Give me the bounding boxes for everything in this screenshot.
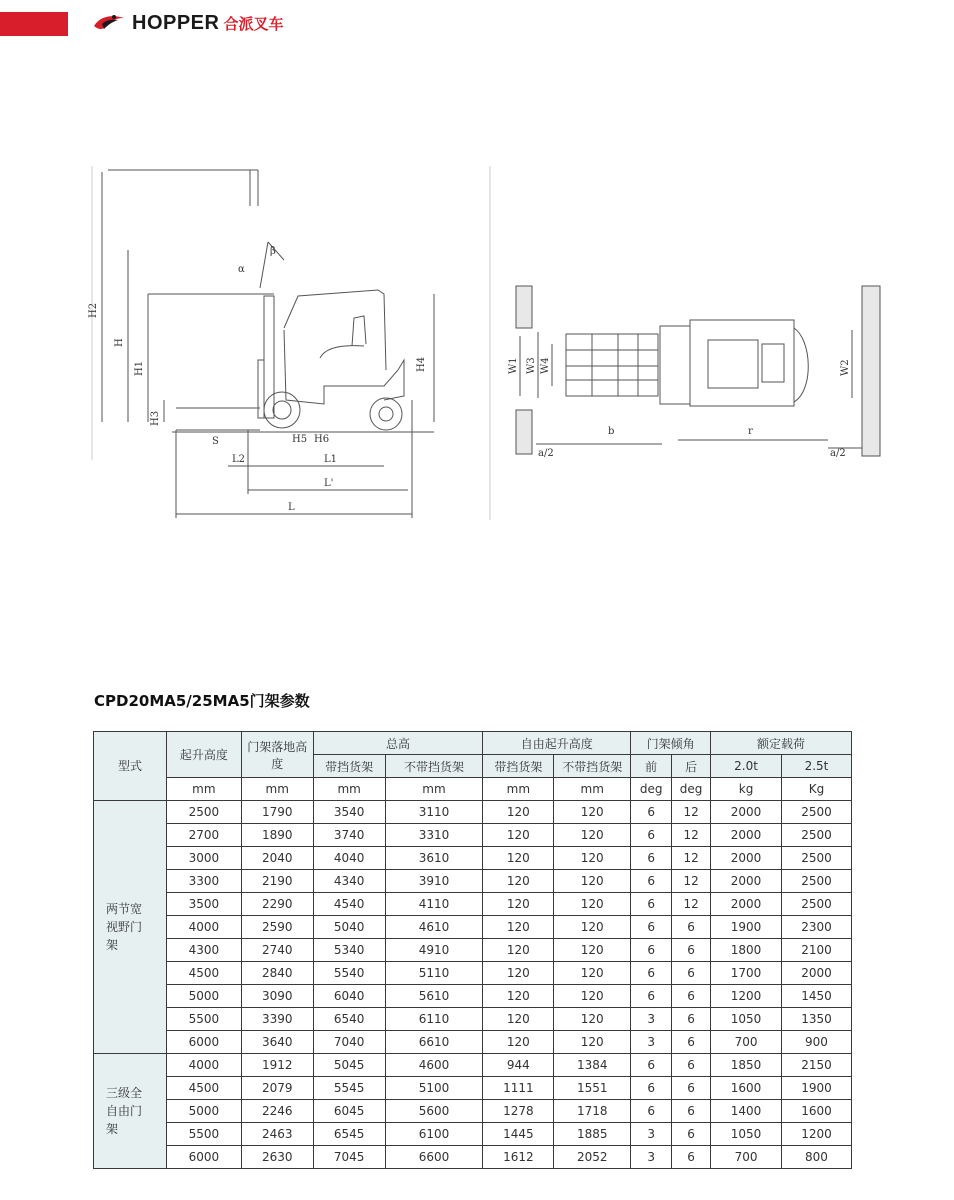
table-cell: 5610 [385,985,483,1008]
table-cell: 5540 [313,962,385,985]
table-cell: 120 [554,1031,631,1054]
header-lift-height: 起升高度 [166,732,241,778]
table-cell: 120 [554,824,631,847]
table-cell: 1718 [554,1100,631,1123]
table-cell: 120 [554,916,631,939]
table-cell: 12 [672,870,711,893]
table-cell: 1850 [711,1054,782,1077]
svg-text:W3: W3 [526,357,537,374]
table-cell: 2000 [711,847,782,870]
table-cell: 6 [631,801,672,824]
header-tilt-front: 前 [631,755,672,778]
table-cell: 6 [672,1100,711,1123]
table-row [94,1054,852,1077]
header-without-backrest: 不带挡货架 [385,755,483,778]
header-tilt-back: 后 [672,755,711,778]
forklift-top-view-drawing [508,280,892,476]
table-cell: 2500 [781,847,851,870]
svg-text:a/2: a/2 [538,448,554,459]
header-type: 型式 [94,732,167,801]
table-row [94,893,852,916]
table-cell: 120 [483,893,554,916]
table-cell: 900 [781,1031,851,1054]
header-free-lift: 自由起升高度 [483,732,631,755]
table-cell: 6 [672,1123,711,1146]
table-cell: 3500 [166,893,241,916]
table-cell: 2500 [781,824,851,847]
table-cell: 12 [672,847,711,870]
table-cell: 3300 [166,870,241,893]
table-cell: 6 [672,1054,711,1077]
table-cell: 2590 [241,916,313,939]
table-cell: 3 [631,1146,672,1169]
table-cell: 6 [672,916,711,939]
table-cell: 3610 [385,847,483,870]
unit-cell: mm [554,778,631,801]
table-cell: 6 [631,1077,672,1100]
mast-type-cell: 三级全自由门架 [94,1054,167,1169]
table-cell: 2300 [781,916,851,939]
table-cell: 6 [631,916,672,939]
table-cell: 1790 [241,801,313,824]
unit-cell: kg [711,778,782,801]
table-cell: 4040 [313,847,385,870]
table-cell: 2000 [711,824,782,847]
table-cell: 4910 [385,939,483,962]
header-free-with-backrest: 带挡货架 [483,755,554,778]
table-cell: 6100 [385,1123,483,1146]
table-cell: 5110 [385,962,483,985]
table-cell: 6 [631,870,672,893]
table-row [94,985,852,1008]
table-cell: 120 [554,962,631,985]
table-cell: 4540 [313,893,385,916]
svg-text:H1: H1 [134,360,145,376]
header-mast-tilt: 门架倾角 [631,732,711,755]
table-cell: 1350 [781,1008,851,1031]
svg-text:H3: H3 [150,410,161,426]
table-cell: 7045 [313,1146,385,1169]
mast-spec-table [93,731,852,1169]
table-cell: 1800 [711,939,782,962]
table-cell: 3 [631,1008,672,1031]
svg-text:L: L [288,502,295,513]
table-row [94,1100,852,1123]
table-cell: 1111 [483,1077,554,1100]
table-cell: 4000 [166,916,241,939]
table-cell: 120 [554,870,631,893]
svg-text:H4: H4 [416,356,427,372]
table-cell: 2100 [781,939,851,962]
table-cell: 6 [672,962,711,985]
forklift-side-view-drawing [88,160,494,522]
table-cell: 5045 [313,1054,385,1077]
table-cell: 6 [631,1100,672,1123]
unit-cell: mm [483,778,554,801]
svg-text:L': L' [324,478,334,489]
mast-type-cell: 两节宽视野门架 [94,801,167,1054]
table-cell: 2000 [711,870,782,893]
table-cell: 700 [711,1031,782,1054]
svg-text:β: β [270,246,276,257]
table-cell: 120 [554,847,631,870]
table-cell: 2500 [781,893,851,916]
table-cell: 120 [483,847,554,870]
table-cell: 1200 [711,985,782,1008]
table-cell: 1900 [711,916,782,939]
svg-text:L2: L2 [232,454,246,465]
table-cell: 3 [631,1031,672,1054]
table-cell: 5000 [166,985,241,1008]
table-cell: 2052 [554,1146,631,1169]
table-cell: 6045 [313,1100,385,1123]
table-row [94,847,852,870]
table-cell: 6 [672,1146,711,1169]
table-cell: 1890 [241,824,313,847]
table-cell: 120 [483,916,554,939]
table-cell: 1384 [554,1054,631,1077]
table-cell: 120 [483,962,554,985]
svg-text:a/2: a/2 [830,448,846,459]
table-row [94,916,852,939]
table-cell: 3910 [385,870,483,893]
table-cell: 3090 [241,985,313,1008]
table-cell: 6610 [385,1031,483,1054]
table-cell: 6 [631,893,672,916]
table-cell: 7040 [313,1031,385,1054]
table-cell: 1885 [554,1123,631,1146]
table-cell: 2740 [241,939,313,962]
table-cell: 5500 [166,1008,241,1031]
table-cell: 800 [781,1146,851,1169]
table-cell: 1900 [781,1077,851,1100]
table-cell: 120 [483,1008,554,1031]
unit-cell: mm [313,778,385,801]
table-cell: 5545 [313,1077,385,1100]
table-row [94,1146,852,1169]
table-cell: 5340 [313,939,385,962]
table-cell: 5500 [166,1123,241,1146]
table-cell: 6 [672,1031,711,1054]
svg-text:H5: H5 [292,434,308,445]
unit-cell: deg [672,778,711,801]
table-cell: 120 [483,1031,554,1054]
table-cell: 12 [672,824,711,847]
table-cell: 6000 [166,1146,241,1169]
table-cell: 4500 [166,1077,241,1100]
table-cell: 120 [483,985,554,1008]
table-cell: 1450 [781,985,851,1008]
table-row [94,1123,852,1146]
table-cell: 1445 [483,1123,554,1146]
table-cell: 6040 [313,985,385,1008]
table-cell: 6 [631,985,672,1008]
table-cell: 2290 [241,893,313,916]
header-accent-bar [0,12,68,36]
table-cell: 4000 [166,1054,241,1077]
table-cell: 2190 [241,870,313,893]
table-cell: 1400 [711,1100,782,1123]
table-cell: 2500 [781,870,851,893]
table-cell: 2630 [241,1146,313,1169]
table-cell: 1278 [483,1100,554,1123]
brand-logo [92,10,283,36]
svg-text:b: b [608,426,615,437]
table-row [94,801,852,824]
table-cell: 2079 [241,1077,313,1100]
svg-text:α: α [238,264,245,275]
table-cell: 5040 [313,916,385,939]
table-cell: 2040 [241,847,313,870]
table-cell: 5100 [385,1077,483,1100]
table-cell: 4610 [385,916,483,939]
table-cell: 120 [554,939,631,962]
table-row [94,824,852,847]
table-cell: 1551 [554,1077,631,1100]
table-cell: 6 [672,1077,711,1100]
table-row [94,870,852,893]
table-cell: 4110 [385,893,483,916]
header-with-backrest: 带挡货架 [313,755,385,778]
table-cell: 2500 [166,801,241,824]
table-cell: 120 [483,801,554,824]
table-cell: 700 [711,1146,782,1169]
table-cell: 5600 [385,1100,483,1123]
table-row [94,962,852,985]
table-cell: 6600 [385,1146,483,1169]
unit-cell: mm [166,778,241,801]
table-cell: 6540 [313,1008,385,1031]
table-cell: 3640 [241,1031,313,1054]
table-cell: 2840 [241,962,313,985]
svg-text:H6: H6 [314,434,330,445]
table-cell: 2700 [166,824,241,847]
hopper-logo-icon [92,12,126,34]
table-cell: 120 [483,870,554,893]
svg-text:H: H [114,338,125,347]
svg-text:L1: L1 [324,454,338,465]
header-free-without-backrest: 不带挡货架 [554,755,631,778]
table-cell: 1912 [241,1054,313,1077]
table-cell: 2000 [711,893,782,916]
table-body [94,801,852,1169]
svg-text:W1: W1 [508,357,519,374]
table-cell: 2000 [711,801,782,824]
table-cell: 3310 [385,824,483,847]
table-cell: 120 [483,824,554,847]
table-title: CPD20MA5/25MA5门架参数 [94,692,310,710]
table-cell: 4340 [313,870,385,893]
table-cell: 1600 [781,1100,851,1123]
table-row [94,1077,852,1100]
table-cell: 1700 [711,962,782,985]
table-cell: 4300 [166,939,241,962]
table-cell: 4600 [385,1054,483,1077]
table-cell: 6 [631,847,672,870]
table-cell: 1612 [483,1146,554,1169]
table-cell: 6545 [313,1123,385,1146]
table-row [94,1008,852,1031]
units-row [94,778,852,801]
table-cell: 6 [672,939,711,962]
svg-text:S: S [212,436,219,447]
table-cell: 12 [672,893,711,916]
table-cell: 5000 [166,1100,241,1123]
table-cell: 2150 [781,1054,851,1077]
table-row [94,939,852,962]
header-load-25: 2.5t [781,755,851,778]
svg-text:r: r [748,426,753,437]
svg-text:H2: H2 [88,302,99,318]
table-cell: 3 [631,1123,672,1146]
table-cell: 4500 [166,962,241,985]
svg-text:W2: W2 [840,359,851,376]
table-cell: 120 [483,939,554,962]
unit-cell: deg [631,778,672,801]
table-cell: 120 [554,801,631,824]
table-cell: 6 [631,1054,672,1077]
table-cell: 6000 [166,1031,241,1054]
table-cell: 3740 [313,824,385,847]
table-cell: 6 [631,962,672,985]
header-mast-lowered: 门架落地高度 [241,732,313,778]
header-load-20: 2.0t [711,755,782,778]
unit-cell: Kg [781,778,851,801]
table-row [94,1031,852,1054]
table-cell: 1050 [711,1123,782,1146]
table-cell: 2246 [241,1100,313,1123]
table-cell: 120 [554,985,631,1008]
table-cell: 1200 [781,1123,851,1146]
table-cell: 6 [672,985,711,1008]
brand-name-en: HOPPER [132,11,220,34]
table-cell: 3540 [313,801,385,824]
table-cell: 6 [631,939,672,962]
table-cell: 944 [483,1054,554,1077]
table-cell: 120 [554,1008,631,1031]
header-rated-load: 额定载荷 [711,732,852,755]
table-cell: 6 [672,1008,711,1031]
svg-text:W4: W4 [540,357,551,374]
table-cell: 2500 [781,801,851,824]
table-cell: 120 [554,893,631,916]
unit-cell: mm [385,778,483,801]
table-cell: 6110 [385,1008,483,1031]
table-cell: 6 [631,824,672,847]
table-cell: 12 [672,801,711,824]
table-cell: 1600 [711,1077,782,1100]
table-cell: 3390 [241,1008,313,1031]
table-cell: 1050 [711,1008,782,1031]
table-cell: 3110 [385,801,483,824]
brand-name-cn: 合派叉车 [223,14,284,33]
table-cell: 3000 [166,847,241,870]
table-cell: 2000 [781,962,851,985]
table-cell: 2463 [241,1123,313,1146]
header-overall-height: 总高 [313,732,483,755]
unit-cell: mm [241,778,313,801]
